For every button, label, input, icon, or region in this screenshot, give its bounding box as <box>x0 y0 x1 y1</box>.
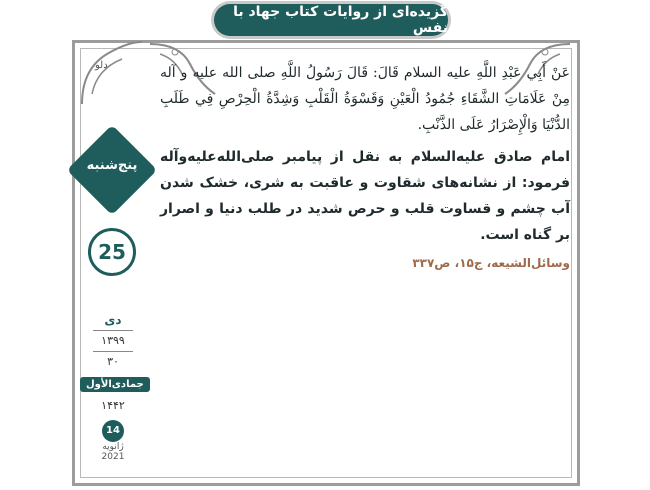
lunar-day: ۳۰ <box>107 355 119 368</box>
lunar-year: ۱۴۴۲ <box>101 399 125 412</box>
header-banner <box>214 4 448 36</box>
hadith-content <box>160 60 570 270</box>
gregorian-month: ژانویه <box>102 442 124 452</box>
solar-month: دی <box>104 313 122 327</box>
gregorian-year: 2021 <box>101 452 125 462</box>
hadith-translation: امام صادق علیه‌السلام به نقل از پیامبر صلی‌الله‌علیه‌وآله فرمود: از نشانه‌های شقاوت و عاقبت به شری، خشک شدن آب چشم و قساوت قلب و حرص شدید در طلب دنیا و اصرار بر گناه است. <box>160 149 570 243</box>
hadith-source: وسائل‌الشیعه، ج۱۵، ص۳۳۷ <box>412 256 570 270</box>
lunar-month: جمادی‌الأول <box>80 377 150 392</box>
banner-title: گزیده‌ای از روایات کتاب جهاد با نفس <box>233 4 448 36</box>
calendar-block <box>80 310 146 462</box>
solar-year: ۱۳۹۹ <box>101 334 125 347</box>
zodiac-label: دلو <box>95 60 108 71</box>
hadith-arabic: عَنْ أَبِي عَبْدِ اللَّهِ عليه السلام قَالَ: قَالَ رَسُولُ اللَّهِ صلى الله عليه و آله مِنْ عَلَامَاتِ الشَّقَاءِ جُمُودُ الْعَيْنِ وَقَسْوَةُ الْقَلْبِ وَشِدَّةُ الْحِرْصِ فِي طَلَبِ الدُّنْيَا وَالْإِصْرَارُ عَلَى الذَّنْبِ. <box>160 65 570 133</box>
day-number: 25 <box>88 228 136 276</box>
gregorian-day: 14 <box>102 420 124 442</box>
weekday-label: پنج‌شنبه <box>86 158 138 173</box>
